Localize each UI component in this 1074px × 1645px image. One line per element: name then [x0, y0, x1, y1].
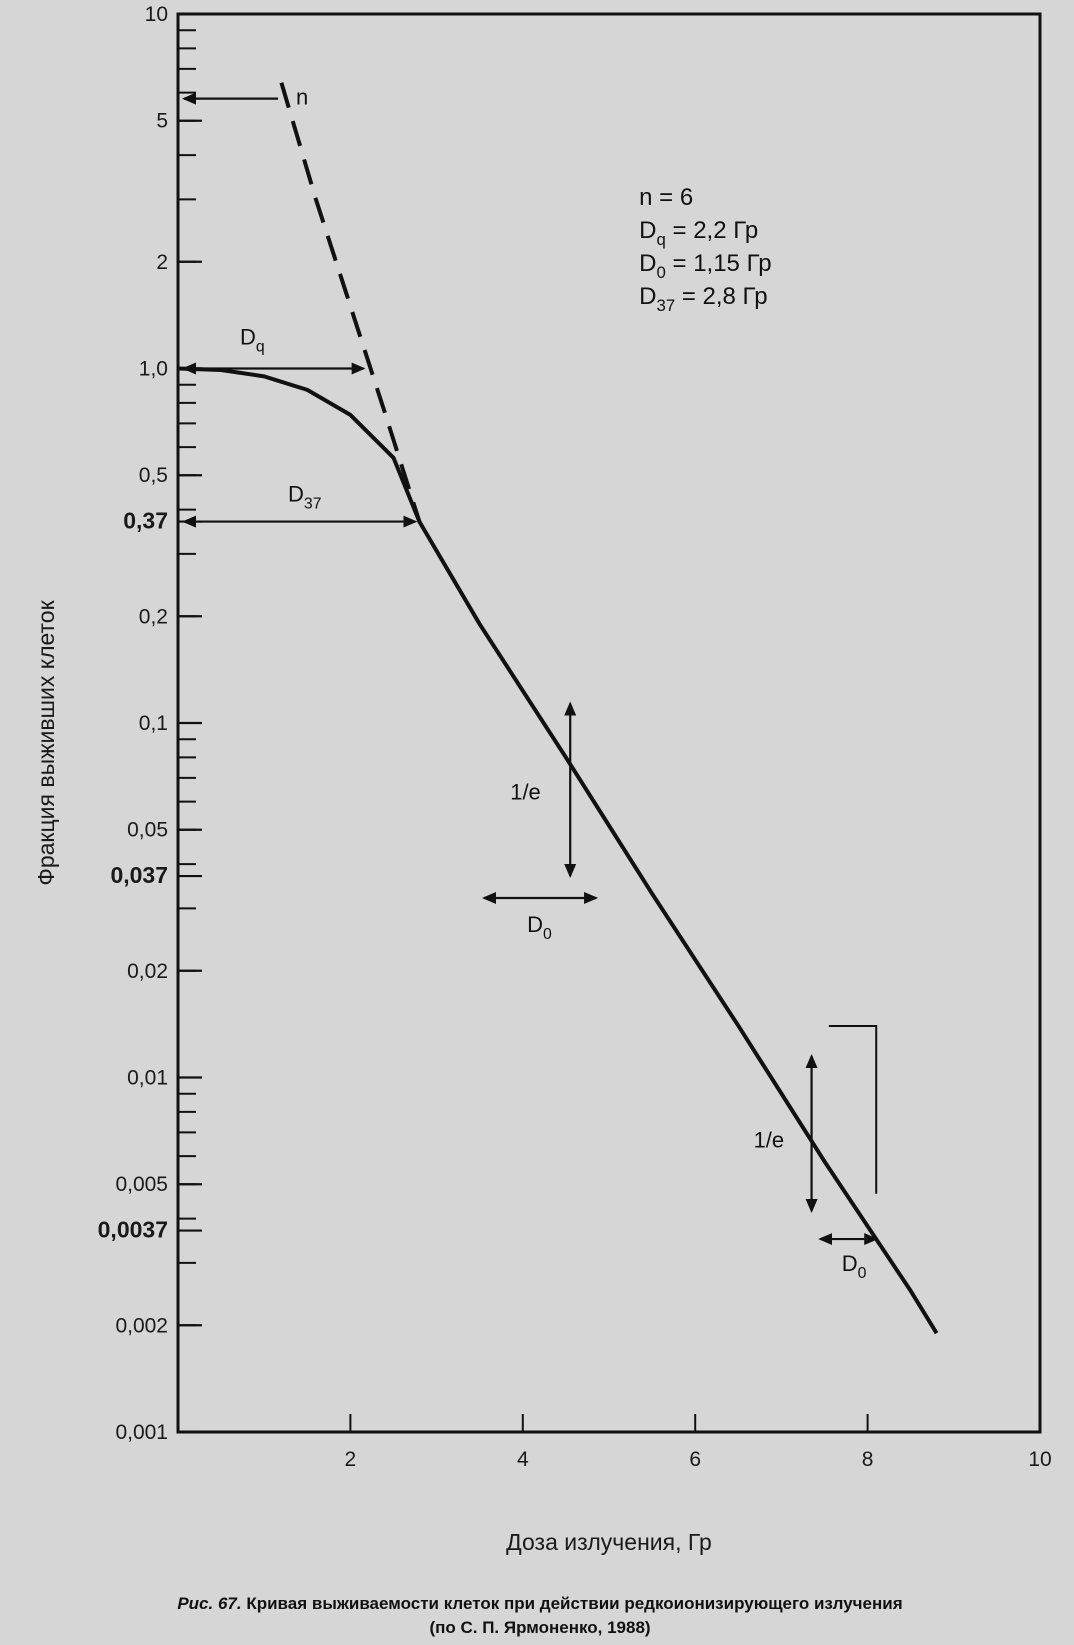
param-0: $D_0 = 1,15$ Гр	[639, 250, 772, 282]
y-tick-label: 5	[156, 109, 168, 133]
inv-e-label-2: 1/e	[753, 1127, 785, 1153]
y-tick-label: 0,02	[127, 959, 168, 983]
figure-caption	[40, 1592, 1040, 1640]
x-axis	[345, 1414, 1052, 1471]
y-tick-label: 0,2	[138, 605, 168, 629]
y-tick-label: 0,001	[115, 1421, 168, 1444]
x-tick-label: 2	[344, 1448, 357, 1471]
y-tick-label: 10	[144, 3, 168, 26]
annotations	[184, 85, 876, 1282]
param-37: $D_{37} = 2,8$ Гр	[639, 283, 768, 315]
plot-frame	[178, 14, 1040, 1432]
inv-e-label-1: 1/e	[510, 779, 541, 805]
triangle-outline	[829, 1026, 876, 1194]
y-tick-label: 0,005	[115, 1173, 168, 1197]
y-tick-label: 0,1	[138, 712, 168, 735]
y-axis	[98, 3, 202, 1444]
caption-prefix: Рис. 67.	[177, 1594, 242, 1613]
survival-curve	[178, 369, 937, 1334]
param-q: $D_q = 2,2$ Гр	[639, 217, 759, 249]
d0-label-2: $D_0$	[841, 1251, 867, 1283]
dq-label: $D_q$	[240, 324, 265, 356]
y-tick-label: 0,37	[123, 507, 168, 534]
y-tick-label: 0,5	[138, 464, 168, 488]
y-tick-label: 0,037	[110, 862, 168, 889]
x-tick-label: 4	[516, 1448, 529, 1471]
y-tick-label: 0,01	[127, 1066, 168, 1090]
n-label: n	[296, 84, 309, 110]
survival-curves	[178, 83, 937, 1334]
x-tick-label: 8	[861, 1448, 874, 1471]
d37-label: $D_{37}$	[288, 481, 322, 513]
x-tick-label: 6	[689, 1448, 702, 1471]
y-tick-label: 0,002	[115, 1314, 168, 1338]
y-tick-label: 2	[156, 250, 168, 274]
y-tick-label: 0,0037	[97, 1216, 168, 1243]
plot-border	[178, 14, 1040, 1432]
x-axis-title: Доза излучения, Гр	[506, 1529, 712, 1555]
y-tick-label: 1,0	[138, 357, 168, 381]
d0-label-1: $D_0$	[527, 911, 552, 943]
y-tick-label: 0,05	[127, 818, 168, 842]
y-axis-title: Фракция выживших клеток	[33, 600, 59, 886]
x-tick-label: 10	[1028, 1448, 1052, 1471]
caption-source: (по С. П. Ярмоненко, 1988)	[429, 1618, 651, 1637]
param-n: n = 6	[639, 184, 694, 211]
extrapolation-line	[281, 83, 419, 522]
caption-text: Кривая выживаемости клеток при действии редкоионизирующего излучения	[246, 1594, 903, 1613]
